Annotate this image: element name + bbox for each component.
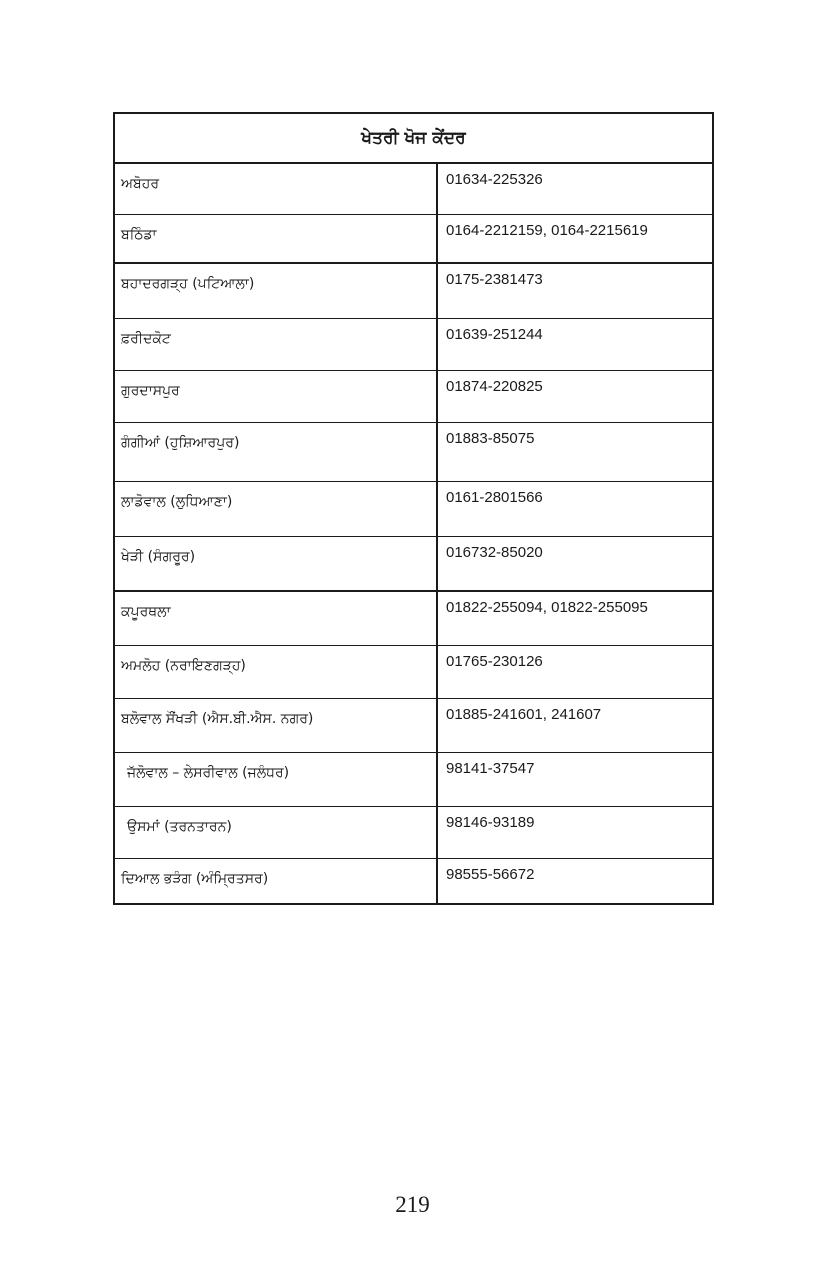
phone-number: 98141-37547 [437, 752, 712, 806]
phone-number: 98146-93189 [437, 806, 712, 858]
phone-number: 0161-2801566 [437, 481, 712, 536]
phone-number: 01639-251244 [437, 318, 712, 370]
table-header-row [115, 114, 712, 163]
table-row [115, 806, 712, 858]
place-name: ਦਿਆਲ ਭੜੰਗ (ਅੰਮ੍ਰਿਤਸਰ) [115, 858, 437, 904]
place-name: ਗੰਗੀਆਂ (ਹੁਸ਼ਿਆਰਪੁਰ) [115, 422, 437, 481]
phone-number: 01885-241601, 241607 [437, 698, 712, 752]
place-name: ਖੇੜੀ (ਸੰਗਰੂਰ) [115, 536, 437, 591]
phone-number: 01822-255094, 01822-255095 [437, 591, 712, 645]
phone-number: 01765-230126 [437, 645, 712, 698]
table-row [115, 481, 712, 536]
place-name: ਲਾਡੋਵਾਲ (ਲੁਧਿਆਣਾ) [115, 481, 437, 536]
table-row [115, 214, 712, 263]
phone-number: 016732-85020 [437, 536, 712, 591]
place-name: ਬਹਾਦਰਗੜ੍ਹ (ਪਟਿਆਲਾ) [115, 263, 437, 318]
table-row [115, 422, 712, 481]
phone-number: 01883-85075 [437, 422, 712, 481]
place-name: ਉਸਮਾਂ (ਤਰਨਤਾਰਨ) [115, 806, 437, 858]
phone-number: 0175-2381473 [437, 263, 712, 318]
table-row [115, 163, 712, 214]
place-name: ਕਪੂਰਥਲਾ [115, 591, 437, 645]
table-row [115, 645, 712, 698]
place-name: ਬਲੋਵਾਲ ਸੌਂਖੜੀ (ਐਸ.ਬੀ.ਐਸ. ਨਗਰ) [115, 698, 437, 752]
phone-number: 01634-225326 [437, 163, 712, 214]
place-name: ਜੱਲੋਵਾਲ – ਲੇਸਰੀਵਾਲ (ਜਲੰਧਰ) [115, 752, 437, 806]
table-row [115, 263, 712, 318]
place-name: ਬਠਿੰਡਾ [115, 214, 437, 263]
place-name: ਫ਼ਰੀਦਕੋਟ [115, 318, 437, 370]
table-row [115, 858, 712, 904]
page-number: 219 [395, 1192, 430, 1217]
place-name: ਗੁਰਦਾਸਪੁਰ [115, 370, 437, 422]
place-name: ਅਬੋਹਰ [115, 163, 437, 214]
table-title: ਖੇਤਰੀ ਖੋਜ ਕੇਂਦਰ [115, 114, 712, 163]
research-centers-grid [115, 114, 712, 904]
phone-number: 01874-220825 [437, 370, 712, 422]
phone-number: 0164-2212159, 0164-2215619 [437, 214, 712, 263]
place-name: ਅਮਲੋਹ (ਨਰਾਇਣਗੜ੍ਹ) [115, 645, 437, 698]
research-centers-table [113, 112, 714, 905]
table-row [115, 698, 712, 752]
table-row [115, 370, 712, 422]
table-row [115, 752, 712, 806]
table-row [115, 536, 712, 591]
table-row [115, 318, 712, 370]
phone-number: 98555-56672 [437, 858, 712, 904]
table-row [115, 591, 712, 645]
